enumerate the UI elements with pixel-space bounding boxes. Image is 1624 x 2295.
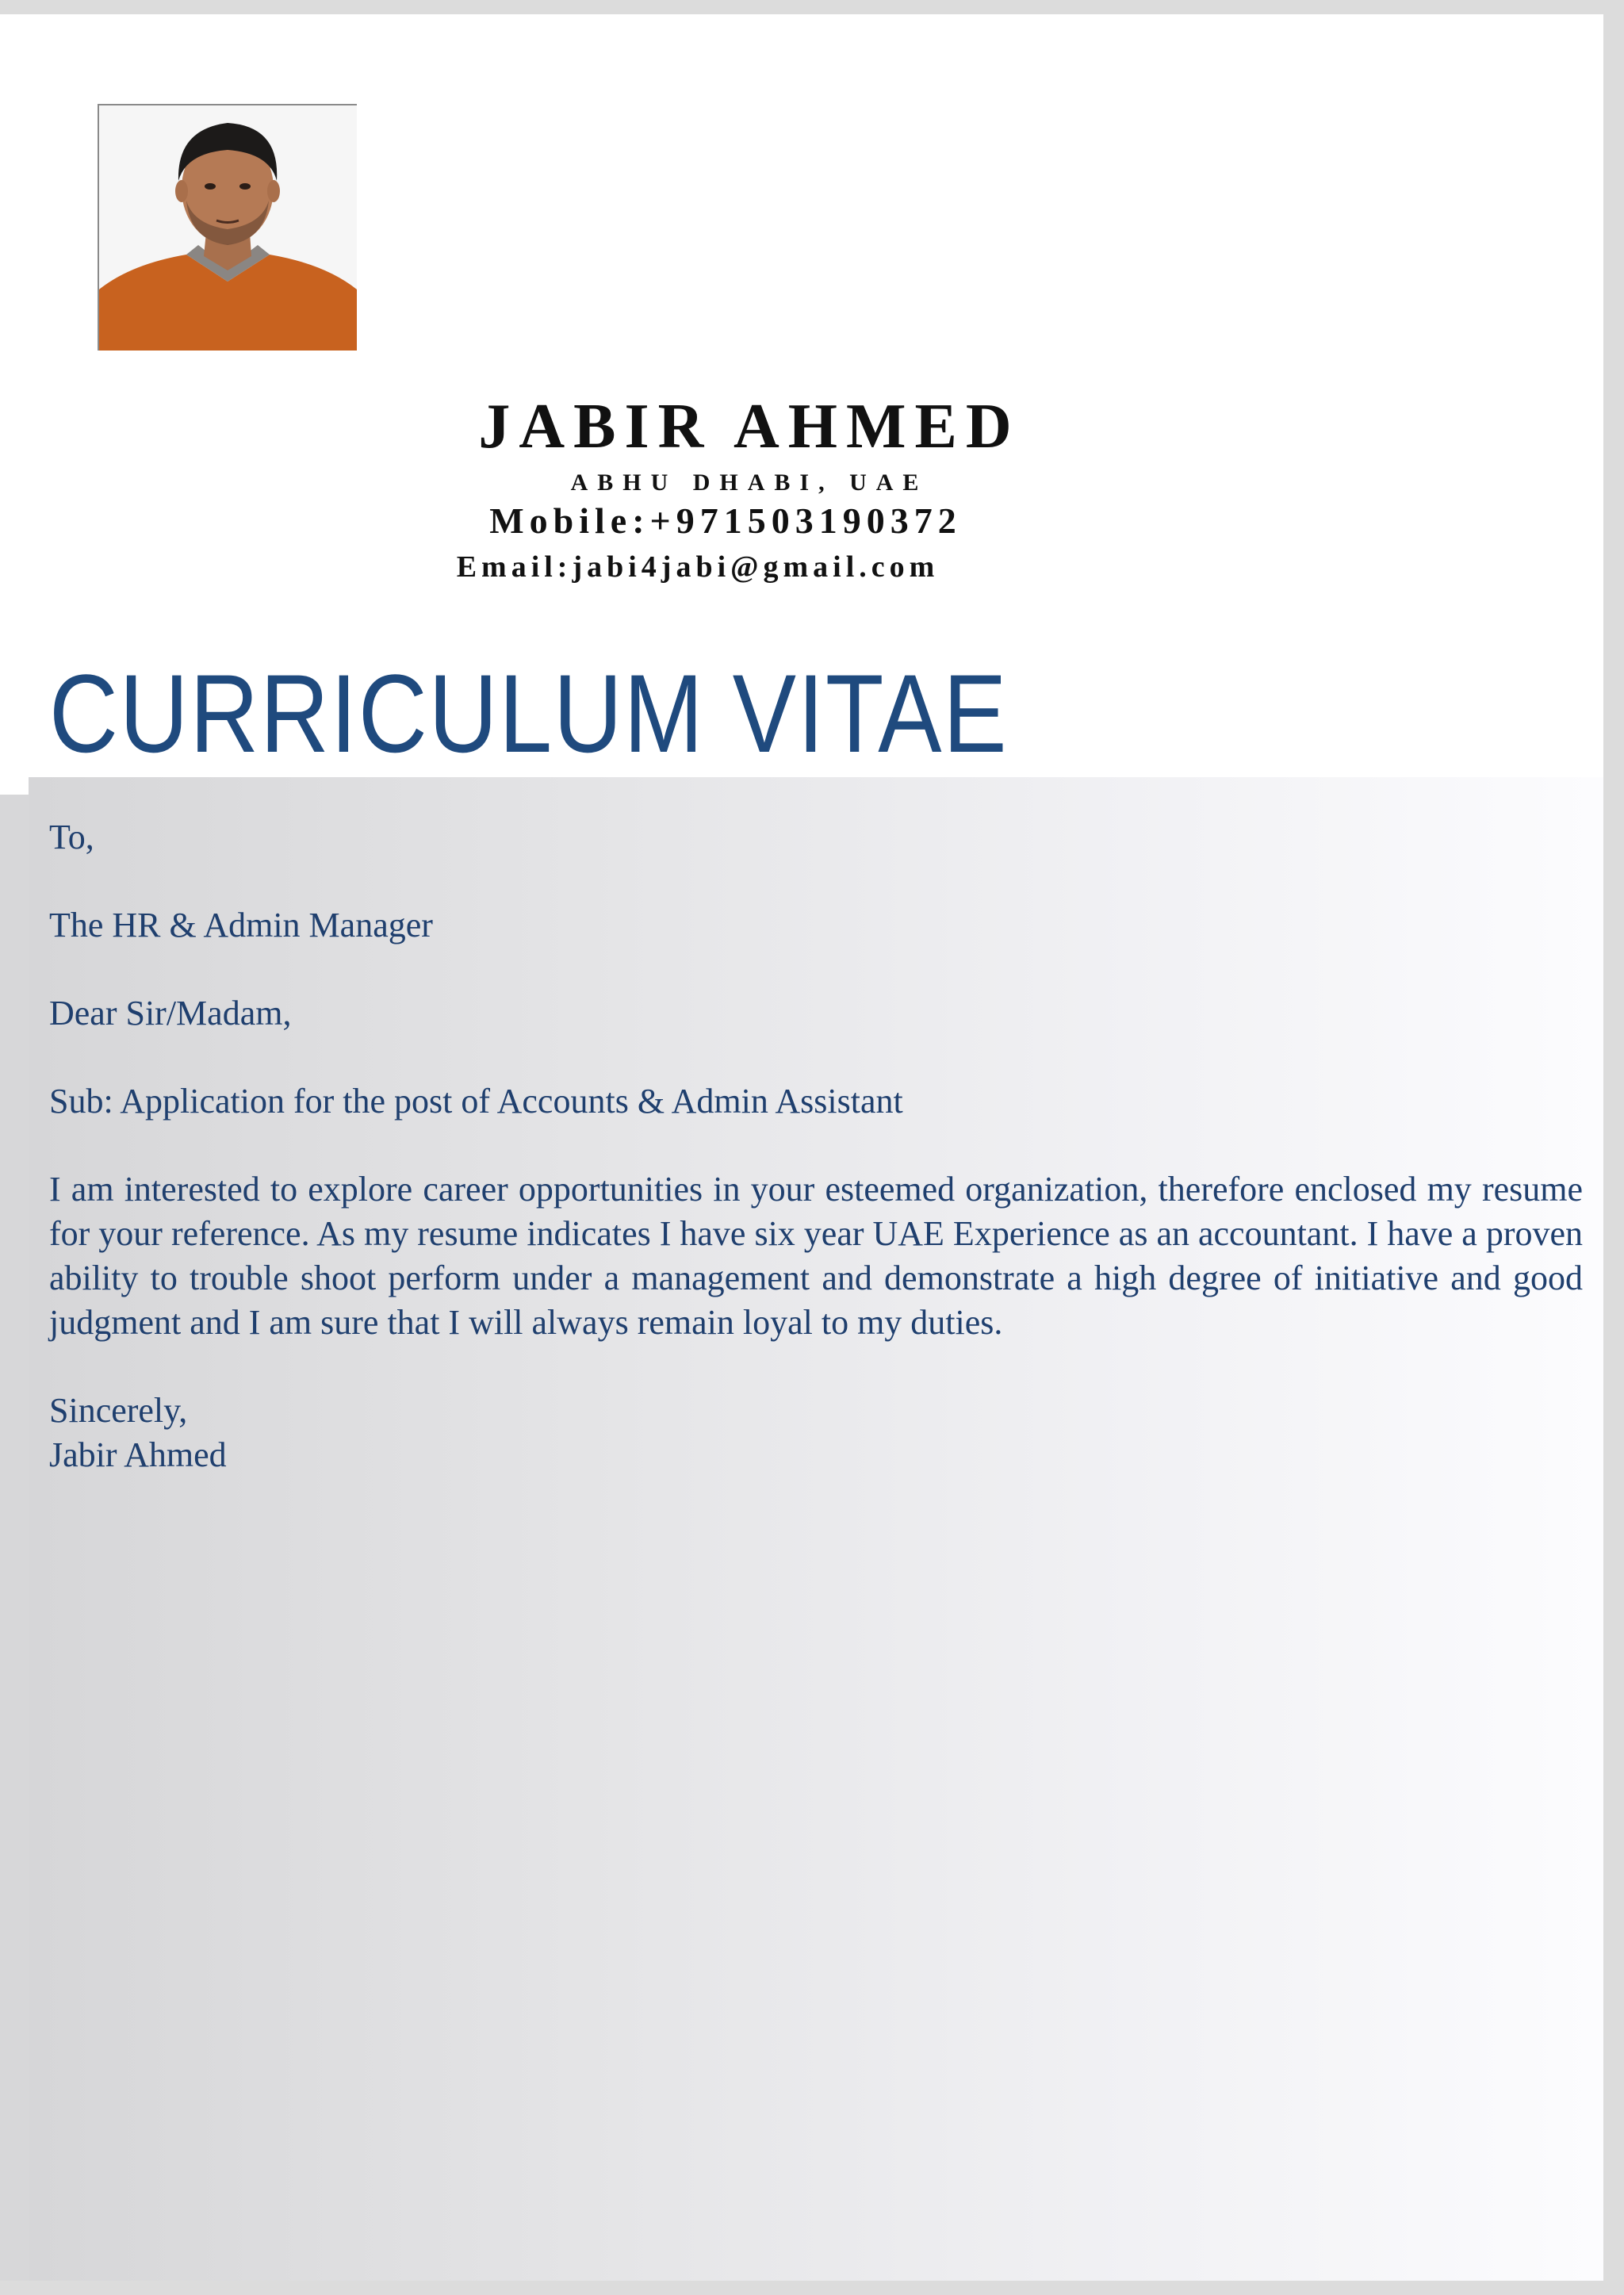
letter-recipient: The HR & Admin Manager [49,906,433,944]
candidate-name: JABIR AHMED [478,392,1021,462]
letter-greeting: Dear Sir/Madam, [49,994,292,1033]
letter-closing: Sincerely, [49,1391,188,1430]
candidate-mobile: Mobile:+971503190372 [489,500,962,541]
candidate-email: Email:jabi4jabi@gmail.com [456,550,940,584]
panel-edge [0,795,29,2281]
letter-subject: Sub: Application for the post of Accounts & Admin Assistant [49,1082,903,1121]
cover-letter [49,815,1583,1477]
letter-body: I am interested to explore career opportunities in your esteemed organization, therefore enclosed my resume for your reference. As my resume indicates I have six year UAE Experience as an accountant. I have a proven ability to trouble shoot perform under a management and demonstrate a high degree of initiative and good judgment and I am sure that I will always remain loyal to my duties. [49,1170,1583,1342]
document-page [0,14,1603,2281]
profile-photo [98,104,357,351]
candidate-location: ABHU DHABI, UAE [570,469,929,496]
letter-signature: Jabir Ahmed [49,1435,227,1474]
document-title: CURRICULUM VITAE [49,651,1009,776]
letter-salutation-to: To, [49,818,94,856]
